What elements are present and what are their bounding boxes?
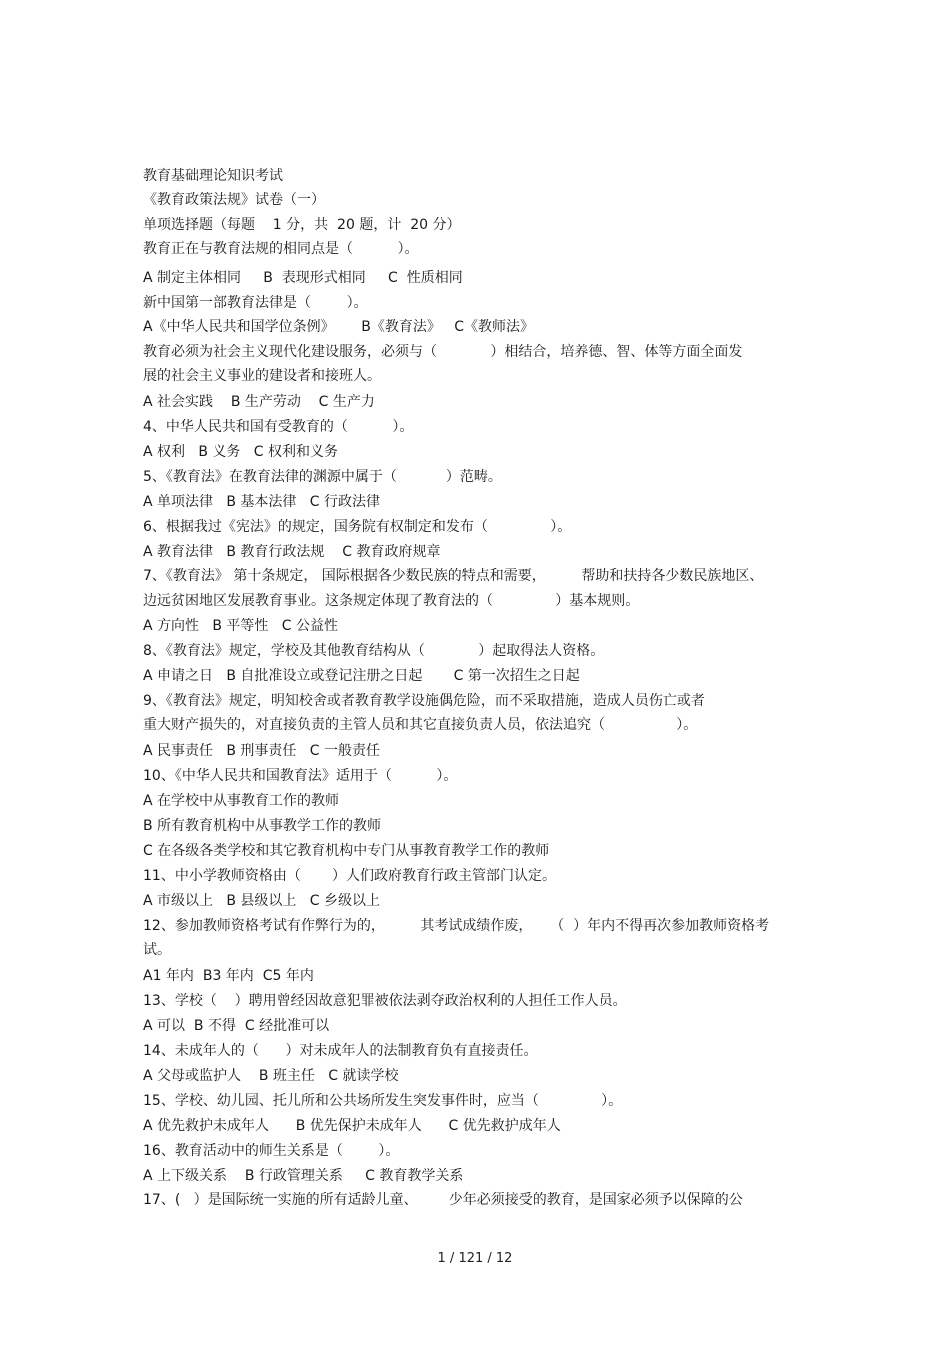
- text-line: 试。: [143, 942, 171, 958]
- text-line: 重大财产损失的，对直接负责的主管人员和其它直接负责人员，依法追究（ ）。: [143, 717, 698, 733]
- text-line: 15、学校、幼儿园、托儿所和公共场所发生突发事件时，应当（ ）。: [143, 1093, 623, 1109]
- text-line: 5、《教育法》在教育法律的渊源中属于（ ）范畴。: [143, 469, 502, 485]
- text-line: 10、《中华人民共和国教育法》适用于（ ）。: [143, 768, 458, 784]
- text-line: A 民事责任 B 刑事责任 C 一般责任: [143, 743, 381, 759]
- text-line: A 申请之日 B 自批准设立或登记注册之日起 C 第一次招生之日起: [143, 668, 580, 684]
- text-line: 6、根据我过《宪法》的规定，国务院有权制定和发布（ ）。: [143, 519, 572, 535]
- text-line: 新中国第一部教育法律是（ ）。: [143, 295, 368, 311]
- text-line: A《中华人民共和国学位条例》 B《教育法》 C《教师法》: [143, 319, 535, 335]
- text-line: A 父母或监护人 B 班主任 C 就读学校: [143, 1068, 399, 1084]
- text-line: A 优先救护未成年人 B 优先保护未成年人 C 优先救护成年人: [143, 1118, 561, 1134]
- text-line: 13、学校（ ）聘用曾经因故意犯罪被依法剥夺政治权利的人担任工作人员。: [143, 993, 627, 1009]
- text-line: A 上下级关系 B 行政管理关系 C 教育教学关系: [143, 1168, 464, 1184]
- text-line: 展的社会主义事业的建设者和接班人。: [143, 368, 381, 384]
- text-line: A1 年内 B3 年内 C5 年内: [143, 968, 314, 984]
- text-line: 边远贫困地区发展教育事业。这条规定体现了教育法的（ ）基本规则。: [143, 593, 640, 609]
- text-line: 14、未成年人的（ ）对未成年人的法制教育负有直接责任。: [143, 1043, 538, 1059]
- text-line: 单项选择题（每题 1 分，共 20 题，计 20 分）: [143, 217, 461, 233]
- text-line: A 教育法律 B 教育行政法规 C 教育政府规章: [143, 544, 441, 560]
- text-line: A 在学校中从事教育工作的教师: [143, 793, 340, 809]
- text-line: A 单项法律 B 基本法律 C 行政法律: [143, 494, 381, 510]
- text-line: A 权利 B 义务 C 权利和义务: [143, 444, 339, 460]
- text-line: 9、《教育法》规定，明知校舍或者教育教学设施偶危险，而不采取措施，造成人员伤亡或者: [143, 693, 705, 709]
- text-line: 12、参加教师资格考试有作弊行为的， 其考试成绩作废， （ ）年内不得再次参加教师资格考: [143, 918, 770, 934]
- text-line: 16、教育活动中的师生关系是（ ）。: [143, 1143, 400, 1159]
- text-line: A 市级以上 B 县级以上 C 乡级以上: [143, 893, 381, 909]
- text-line: 8、《教育法》规定，学校及其他教育结构从（ ）起取得法人资格。: [143, 643, 605, 659]
- text-line: A 方向性 B 平等性 C 公益性: [143, 618, 339, 634]
- text-line: A 制定主体相同 B 表现形式相同 C 性质相同: [143, 270, 463, 286]
- text-line: B 所有教育机构中从事教学工作的教师: [143, 818, 382, 834]
- text-line: 17、( ）是国际统一实施的所有适龄儿童、 少年必须接受的教育，是国家必须予以保障的公: [143, 1192, 743, 1208]
- text-line: 教育必须为社会主义现代化建设服务，必须与（ ）相结合，培养德、智、体等方面全面发: [143, 344, 743, 360]
- text-line: 4、中华人民共和国有受教育的（ ）。: [143, 419, 414, 435]
- text-line: 《教育政策法规》试卷（一）: [143, 192, 325, 208]
- text-line: A 社会实践 B 生产劳动 C 生产力: [143, 394, 375, 410]
- text-line: C 在各级各类学校和其它教育机构中专门从事教育教学工作的教师: [143, 843, 550, 859]
- text-line: A 可以 B 不得 C 经批准可以: [143, 1018, 330, 1034]
- text-line: 教育正在与教育法规的相同点是（ ）。: [143, 241, 419, 257]
- text-line: 教育基础理论知识考试: [143, 168, 283, 184]
- text-line: 11、中小学教师资格由（ ）人们政府教育行政主管部门认定。: [143, 868, 556, 884]
- text-line: 7、《教育法》 第十条规定， 国际根据各少数民族的特点和需要， 帮助和扶持各少数民族地区、: [143, 568, 764, 584]
- page-number: 1 / 121 / 12: [437, 1251, 513, 1266]
